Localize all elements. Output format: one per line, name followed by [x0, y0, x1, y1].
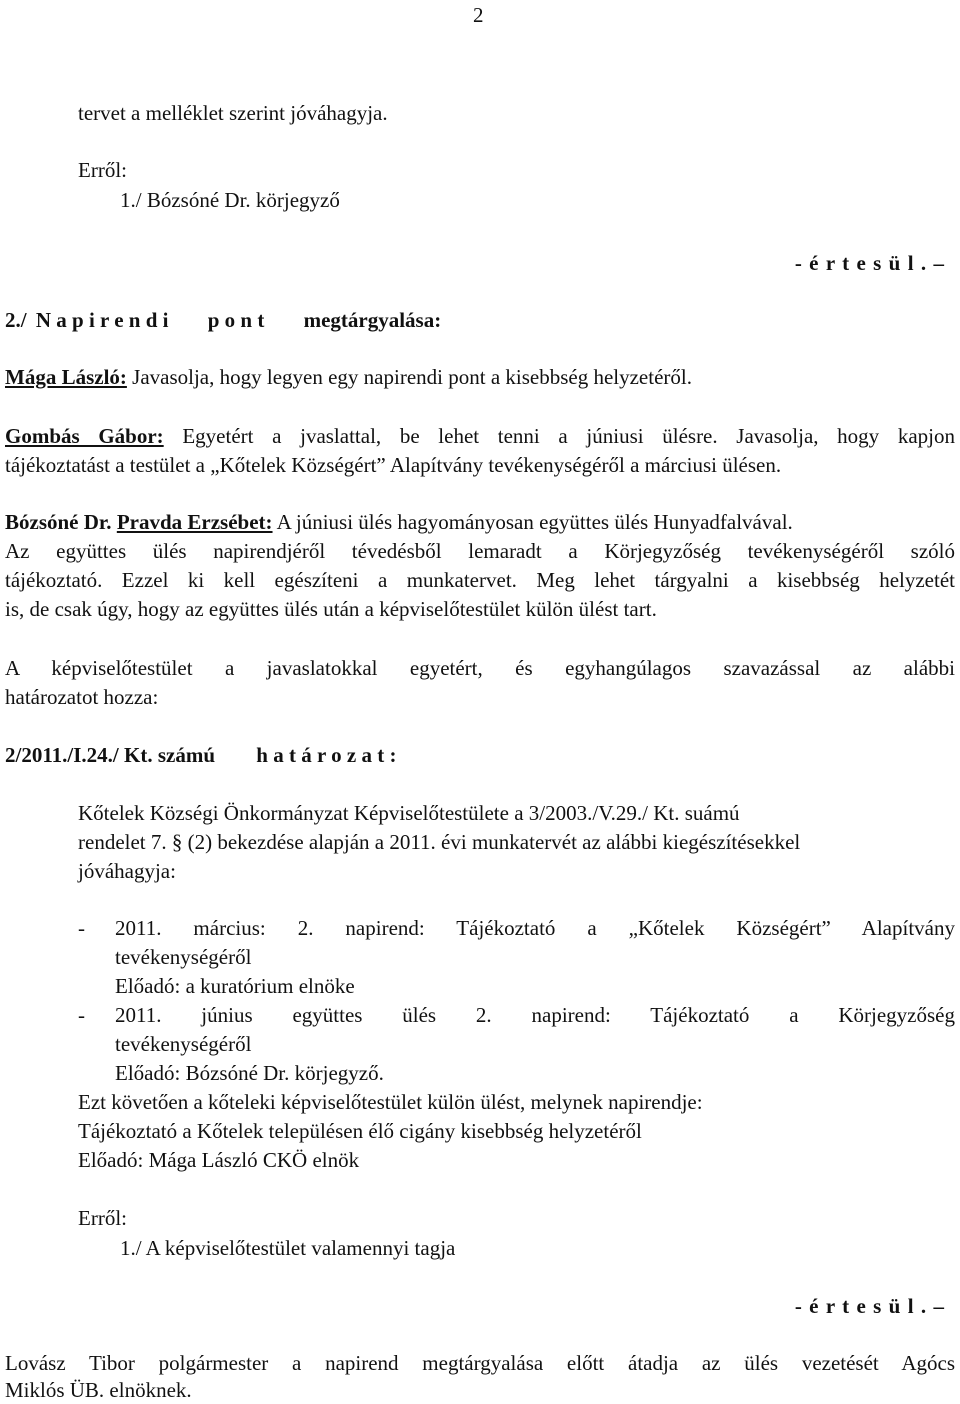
list-item-text: tevékenységéről [115, 945, 252, 969]
resolution-body-line: rendelet 7. § (2) bekezdése alapján a 2011. évi munkatervét az alábbi kiegészítésekkel [78, 830, 801, 854]
notice-recipient: 1./ A képviselőtestület valamennyi tagja [120, 1236, 456, 1260]
speaker-gombas-line [5, 423, 955, 450]
speaker-name: Gombás Gábor: [5, 424, 164, 448]
resolution-number: 2/2011./I.24./ Kt. számú [5, 743, 216, 767]
closing-line: Miklós ÜB. elnöknek. [5, 1378, 192, 1402]
followup-line: Előadó: Mága László CKÖ elnök [78, 1148, 360, 1172]
followup-line: Tájékoztató a Kőtelek településen élő cigány kisebbség helyzetéről [78, 1119, 642, 1143]
list-item-text: 2011. március: 2. napirend: Tájékoztató a „Kőtelek Községért” Alapítvány [115, 916, 955, 940]
agenda-word-megtargyalasa: megtárgyalása: [303, 308, 442, 332]
speaker-maga-paragraph [5, 364, 692, 391]
decision-intro-line: A képviselőtestület a javaslatokkal egyetért, és egyhangúlagos szavazással az alábbi [5, 656, 955, 680]
speaker-text: Az együttes ülés napirendjéről tévedésből lemaradt a Körjegyzőség tevékenységéről szóló [5, 539, 955, 563]
list-item-text: 2011. június együttes ülés 2. napirend: Tájékoztató a Körjegyzőség [115, 1003, 955, 1027]
speaker-text: Egyetért a jvaslattal, be lehet tenni a júniusi ülésre. Javasolja, hogy kapjon [163, 424, 955, 448]
agenda-heading [5, 307, 441, 334]
list-item [78, 1002, 955, 1029]
speaker-text: is, de csak úgy, hogy az együttes ülés után a képviselőtestület külön ülést tart. [5, 597, 657, 621]
list-item-dash: - [78, 1003, 85, 1027]
list-item-dash: - [78, 916, 85, 940]
speaker-text: A júniusi ülés hagyományosan együttes ülés Hunyadfalvával. [272, 510, 793, 534]
notice-label: Erről: [78, 158, 127, 182]
resolution-title [5, 742, 396, 769]
agenda-word-pont: p o n t [207, 308, 265, 332]
agenda-number: 2./ [5, 308, 27, 332]
resolution-body-line: Kőtelek Községi Önkormányzat Képviselőtestülete a 3/2003./V.29./ Kt. suámú [78, 801, 740, 825]
notice-label: Erről: [78, 1206, 127, 1230]
speaker-text: tájékoztató. Ezzel ki kell egészíteni a munkatervet. Meg lehet tárgyalni a kisebbség helyzetét [5, 568, 955, 592]
resolution-body-line: jóváhagyja: [78, 859, 176, 883]
resolution-heading: h a t á r o z a t : [256, 743, 397, 767]
followup-line: Ezt követően a kőteleki képviselőtestület külön ülést, melynek napirendje: [78, 1090, 703, 1114]
page-number: 2 [473, 3, 484, 27]
notice-ertesul: - é r t e s ü l . – [794, 251, 944, 275]
speaker-name: Mága László: [5, 365, 127, 389]
notice-ertesul: - é r t e s ü l . – [794, 1294, 944, 1318]
list-item [78, 915, 955, 942]
list-item-text: tevékenységéről [115, 1032, 252, 1056]
list-item-presenter: Előadó: Bózsóné Dr. körjegyző. [115, 1061, 384, 1085]
speaker-text: Javasolja, hogy legyen egy napirendi pont a kisebbség helyzetéről. [126, 365, 692, 389]
speaker-name: Pravda Erzsébet: [116, 510, 273, 534]
speaker-name-prefix: Bózsóné Dr. [5, 510, 117, 534]
closing-line: Lovász Tibor polgármester a napirend megtárgyalása előtt átadja az ülés vezetését Agócs [5, 1351, 955, 1375]
speaker-text: tájékoztatást a testület a „Kőtelek Községért” Alapítvány tevékenységéről a márciusi ülésen. [5, 453, 782, 477]
speaker-bozsone-line [5, 509, 793, 536]
agenda-word-napirendi: N a p i r e n d i [35, 308, 169, 332]
decision-intro-line: határozatot hozza: [5, 685, 159, 709]
list-item-presenter: Előadó: a kuratórium elnöke [115, 974, 355, 998]
notice-recipient: 1./ Bózsóné Dr. körjegyző [120, 188, 340, 212]
intro-line: tervet a melléklet szerint jóváhagyja. [78, 101, 388, 125]
